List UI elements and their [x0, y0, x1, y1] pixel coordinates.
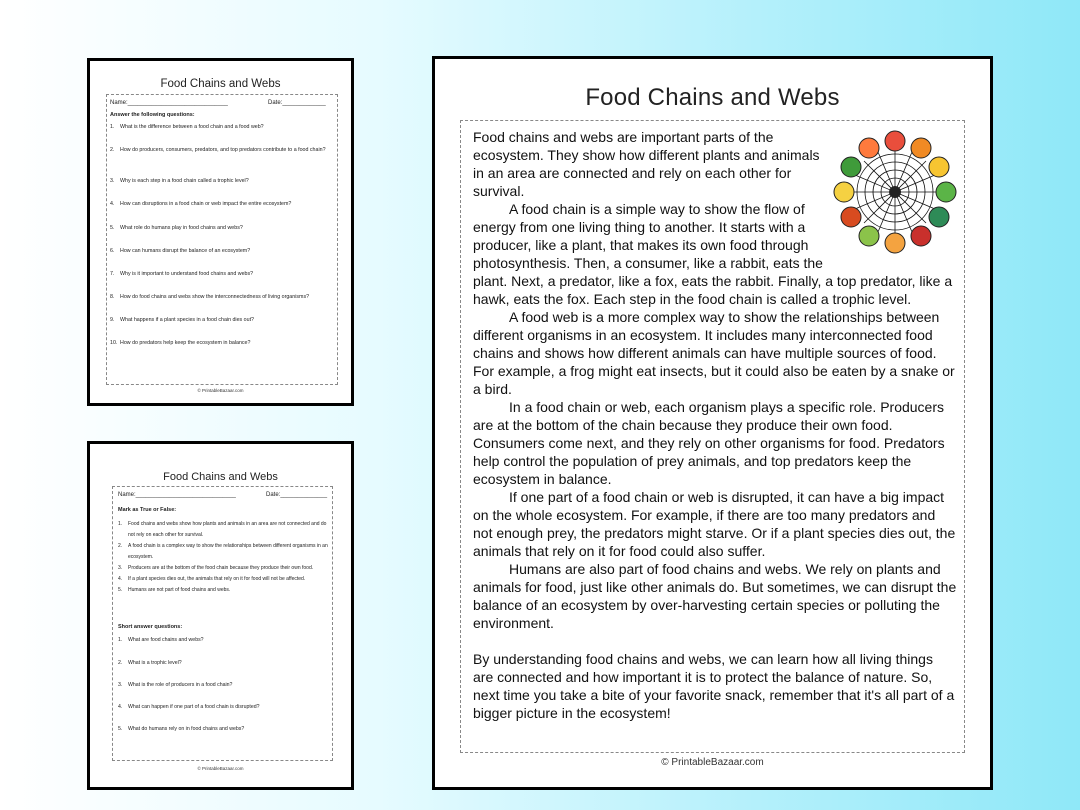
- short-answer-item: [118, 726, 328, 732]
- short-answer-heading: Short answer questions:: [118, 624, 183, 630]
- item-text: A food chain is a complex way to show the relationships between different organisms in an ecosystem.: [128, 543, 328, 560]
- question-item: [110, 178, 334, 185]
- name-field-label: Name:______________________________: [118, 492, 236, 498]
- question-text: How do producers, consumers, predators, and top predators contribute to a food chain?: [120, 147, 326, 153]
- paragraph: Food chains and webs are important parts of the ecosystem. They show how different plants and animals in an area are connected and rely on each other for survival.: [473, 129, 820, 199]
- question-number: 8.: [110, 294, 115, 300]
- question-number: 4.: [110, 201, 115, 207]
- page-title: Food Chains and Webs: [585, 84, 840, 111]
- question-item: [110, 294, 334, 301]
- question-number: 10.: [110, 340, 118, 346]
- question-text: How do food chains and webs show the interconnectedness of living organisms?: [120, 294, 310, 300]
- question-number: 9.: [110, 317, 115, 323]
- true-false-heading: Mark as True or False:: [118, 507, 177, 513]
- item-text: Producers are at the bottom of the food chain because they produce their own food.: [128, 565, 314, 571]
- item-text: Humans are not part of food chains and webs.: [128, 587, 231, 593]
- food-web-circle-icon: [833, 130, 957, 254]
- item-text: What is the role of producers in a food chain?: [128, 682, 233, 688]
- short-answer-item: [118, 704, 328, 710]
- question-number: 3.: [110, 178, 115, 184]
- paragraph: Humans are also part of food chains and webs. We rely on plants and animals for food, just like other animals do. But sometimes, we can disrupt the balance of an ecosystem by over-harvesting certain species or polluting the environment.: [473, 561, 957, 631]
- question-text: What happens if a plant species in a food chain dies out?: [120, 317, 254, 323]
- true-false-item: [118, 585, 328, 596]
- paragraph: A food chain is a simple way to show the flow of energy from one living thing to another. It starts with a producer, like a plant, that makes its own food through photosynthesis. Then, a consumer, like a rabbit, eats the plant. Next, a predator, like a fox, eats the rabbit. Finally, a top predator, like a hawk, eats the fox. Each step in the food chain is called a trophic level.: [473, 201, 953, 307]
- item-number: 4.: [118, 704, 123, 710]
- paragraph: By understanding food chains and webs, we can learn how all living things are connected and how important it is to protect the balance of nature. So, next time you take a bite of your favorite snack, remember that it's all part of a bigger picture in the ecosystem!: [473, 651, 955, 721]
- true-false-item: [118, 519, 328, 541]
- question-item: [110, 124, 334, 131]
- question-text: Why is each step in a food chain called a trophic level?: [120, 178, 249, 184]
- reading-passage: [473, 128, 957, 722]
- item-text: What do humans rely on in food chains and webs?: [128, 726, 245, 732]
- item-number: 1.: [118, 637, 123, 643]
- item-text: Food chains and webs show how plants and animals in an area are not connected and do not rely on each other for survival.: [128, 521, 327, 538]
- reading-passage-page: [432, 56, 993, 790]
- question-item: [110, 147, 334, 154]
- short-answer-item: [118, 660, 328, 666]
- questions-heading: Answer the following questions:: [110, 112, 195, 118]
- copyright-footer: © PrintableBazaar.com: [197, 766, 244, 771]
- worksheet-title: Food Chains and Webs: [160, 78, 281, 90]
- item-number: 5.: [118, 587, 123, 593]
- paragraph: A food web is a more complex way to show the relationships between different organisms in an ecosystem. It includes many interconnected food chains and shows how different animals can have multiple sources of food. For example, a frog might eat insects, but it could also be eaten by a snake or a bird.: [473, 309, 955, 397]
- date-field-label: Date:_____________: [268, 100, 326, 106]
- question-number: 6.: [110, 248, 115, 254]
- item-text: What can happen if one part of a food chain is disrupted?: [128, 704, 260, 710]
- question-number: 7.: [110, 271, 115, 277]
- question-item: [110, 317, 334, 324]
- item-number: 2.: [118, 543, 123, 549]
- question-number: 1.: [110, 124, 115, 130]
- item-number: 3.: [118, 565, 123, 571]
- worksheet-true-false: [87, 441, 354, 790]
- item-text: What is a trophic level?: [128, 660, 182, 666]
- item-number: 2.: [118, 660, 123, 666]
- true-false-item: [118, 563, 328, 574]
- paragraph: If one part of a food chain or web is disrupted, it can have a big impact on the whole ecosystem. For example, if there are too many predators and not enough prey, the predators might starve. Or if a plant species dies out, the animals that rely on it for food could also suffer.: [473, 489, 956, 559]
- paragraph: In a food chain or web, each organism plays a specific role. Producers are at the bottom of the chain because they produce their own food. Consumers come next, and they rely on other organisms for food. Predators help control the population of prey animals, and top predators keep the ecosystem in balance.: [473, 399, 945, 487]
- item-number: 5.: [118, 726, 123, 732]
- item-number: 4.: [118, 576, 123, 582]
- copyright-footer: © PrintableBazaar.com: [661, 757, 764, 768]
- question-text: How can humans disrupt the balance of an ecosystem?: [120, 248, 251, 254]
- true-false-item: [118, 574, 328, 585]
- item-number: 1.: [118, 521, 123, 527]
- question-text: How do predators help keep the ecosystem in balance?: [120, 340, 251, 346]
- copyright-footer: © PrintableBazaar.com: [197, 388, 244, 393]
- item-text: If a plant species dies out, the animals that rely on it for food will not be affected.: [128, 576, 306, 582]
- question-item: [110, 340, 334, 347]
- true-false-list: [118, 519, 328, 596]
- name-field-label: Name:______________________________: [110, 100, 228, 106]
- short-answer-item: [118, 682, 328, 688]
- question-item: [110, 271, 334, 278]
- question-number: 5.: [110, 225, 115, 231]
- question-item: [110, 225, 334, 232]
- true-false-item: [118, 541, 328, 563]
- worksheet-questions: [87, 58, 354, 406]
- question-item: [110, 201, 334, 208]
- question-text: Why is it important to understand food chains and webs?: [120, 271, 254, 277]
- question-text: What role do humans play in food chains and webs?: [120, 225, 243, 231]
- question-text: How can disruptions in a food chain or web impact the entire ecosystem?: [120, 201, 292, 207]
- short-answer-item: [118, 637, 328, 643]
- item-number: 3.: [118, 682, 123, 688]
- worksheet-title: Food Chains and Webs: [163, 471, 278, 483]
- question-number: 2.: [110, 147, 115, 153]
- item-text: What are food chains and webs?: [128, 637, 204, 643]
- question-text: What is the difference between a food chain and a food web?: [120, 124, 264, 130]
- question-item: [110, 248, 334, 255]
- date-field-label: Date:______________: [266, 492, 328, 498]
